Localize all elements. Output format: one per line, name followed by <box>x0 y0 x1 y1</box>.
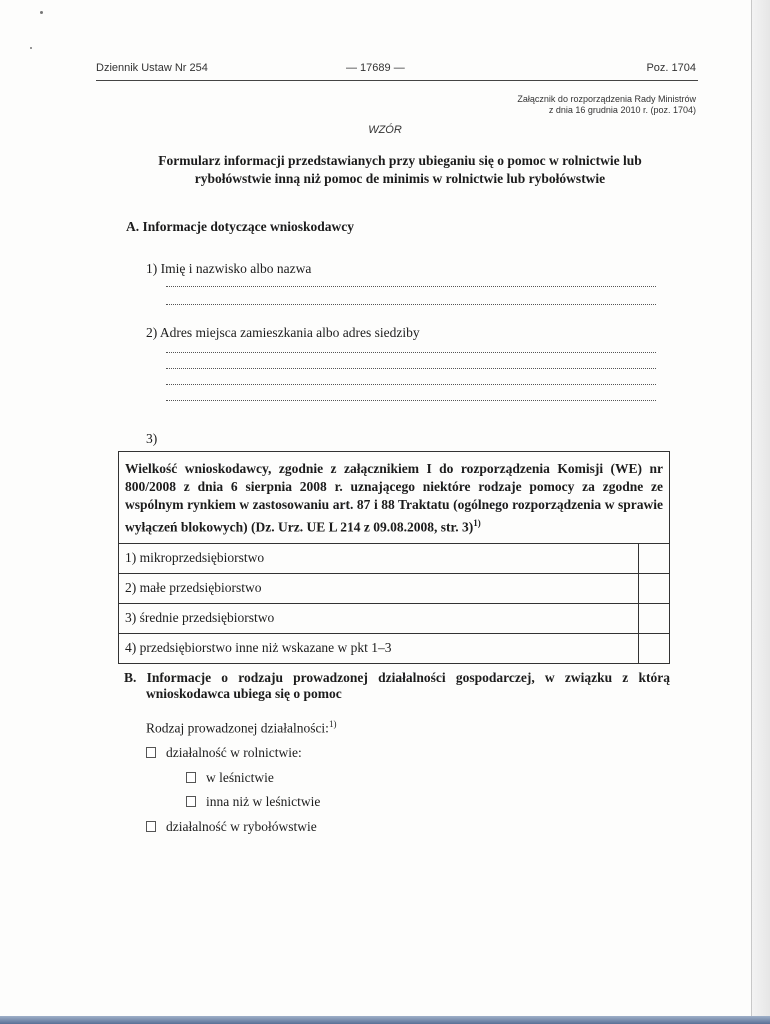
size-option-label: 2) małe przedsiębiorstwo <box>119 573 639 603</box>
size-option-label: 1) mikroprzedsiębiorstwo <box>119 543 639 573</box>
section-b-heading-line-1: B. Informacje o rodzaju prowadzonej działalności gospodarczej, w związku z którą <box>124 670 670 685</box>
address-field-line[interactable] <box>166 352 656 353</box>
address-field-line[interactable] <box>166 384 656 385</box>
footnote-ref: 1) <box>473 518 481 528</box>
size-table-header-text: Wielkość wnioskodawcy, zgodnie z załącznikiem I do rozporządzenia Komisji (WE) nr 800/2008 z dnia 6 sierpnia 2008 r. uznającego niektóre rodzaje pomocy za zgodne ze wspólnym rynkiem w zastosowaniu art. 87 i 88 Traktatu (ogólnego rozporządzenia w sprawie wyłączeń blokowych) (Dz. Urz. UE L 214 z 09.08.2008, str. 3) <box>125 461 663 535</box>
page-header <box>96 62 696 80</box>
name-field-label: 1) Imię i nazwisko albo nazwa <box>146 261 312 276</box>
other-than-forestry-label: inna niż w leśnictwie <box>206 794 321 809</box>
option-fishery <box>146 819 317 835</box>
size-option-label: 4) przedsiębiorstwo inne niż wskazane w pkt 1–3 <box>119 633 639 663</box>
size-option-checkbox-micro[interactable] <box>639 543 670 573</box>
fishery-checkbox[interactable] <box>146 821 156 832</box>
forestry-label: w leśnictwie <box>206 770 274 785</box>
activity-type-intro-text: Rodzaj prowadzonej działalności: <box>146 720 329 736</box>
table-row <box>119 543 670 573</box>
agriculture-label: działalność w rolnictwie: <box>166 745 302 760</box>
name-field-line[interactable] <box>166 304 656 305</box>
section-b-heading-line-2: wnioskodawca ubiega się o pomoc <box>146 686 342 701</box>
table-row <box>119 603 670 633</box>
section-a-heading: A. Informacje dotyczące wnioskodawcy <box>126 219 354 234</box>
table-row <box>119 573 670 603</box>
fishery-label: działalność w rybołówstwie <box>166 819 317 834</box>
size-option-checkbox-small[interactable] <box>639 573 670 603</box>
table-row <box>119 633 670 663</box>
scan-speck <box>30 47 32 49</box>
address-field-line[interactable] <box>166 368 656 369</box>
scan-edge <box>0 1016 770 1024</box>
name-field-line[interactable] <box>166 286 656 287</box>
header-rule <box>96 80 698 81</box>
option-agriculture <box>146 745 302 761</box>
form-title-line-1: Formularz informacji przedstawianych przy ubieganiu się o pomoc w rolnictwie lub <box>158 153 642 168</box>
annex-line-1: Załącznik do rozporządzenia Rady Ministrów <box>517 94 696 104</box>
address-field-line[interactable] <box>166 400 656 401</box>
size-option-checkbox-medium[interactable] <box>639 603 670 633</box>
agriculture-checkbox[interactable] <box>146 747 156 758</box>
size-option-checkbox-other[interactable] <box>639 633 670 663</box>
activity-type-intro <box>146 719 336 737</box>
scan-speck <box>40 11 43 14</box>
option-forestry <box>186 770 274 786</box>
journal-name: Dziennik Ustaw Nr 254 <box>96 62 208 74</box>
size-table-header <box>119 452 670 544</box>
template-label: WZÓR <box>368 124 402 136</box>
form-title <box>120 152 680 188</box>
address-field-label: 2) Adres miejsca zamieszkania albo adres siedziby <box>146 325 420 340</box>
form-title-line-2: rybołówstwie inną niż pomoc de minimis w rolnictwie lub rybołówstwie <box>194 171 606 186</box>
footnote-ref: 1) <box>328 719 337 729</box>
scan-edge <box>751 0 770 1024</box>
annex-line-2: z dnia 16 grudnia 2010 r. (poz. 1704) <box>548 105 696 115</box>
forestry-checkbox[interactable] <box>186 772 196 783</box>
position-number: Poz. 1704 <box>646 62 696 74</box>
option-other-than-forestry <box>186 794 320 810</box>
other-than-forestry-checkbox[interactable] <box>186 796 196 807</box>
applicant-size-table <box>118 451 670 664</box>
size-field-label: 3) <box>146 431 158 446</box>
annex-note <box>517 94 696 116</box>
size-option-label: 3) średnie przedsiębiorstwo <box>119 603 639 633</box>
section-b-heading <box>124 670 670 702</box>
page-number: — 17689 — <box>346 62 405 74</box>
